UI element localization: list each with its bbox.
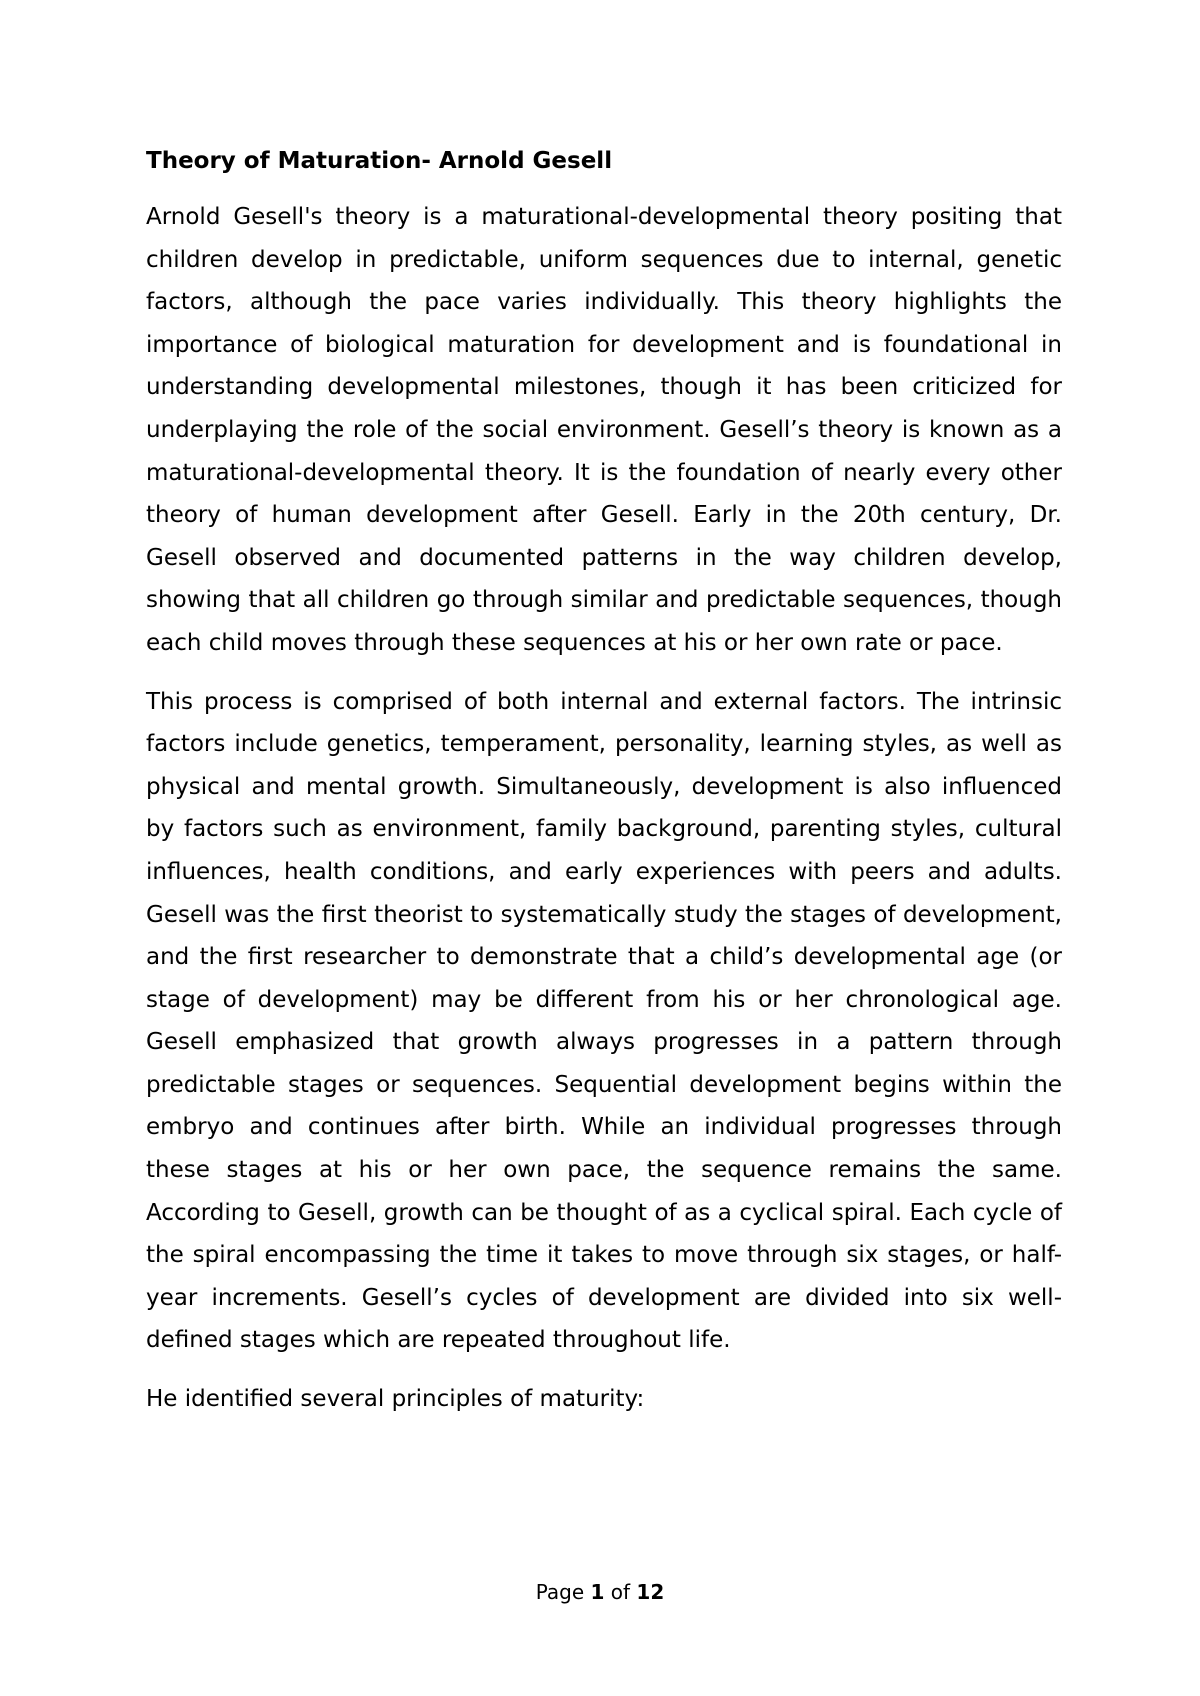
document-title: Theory of Maturation- Arnold Gesell [146,148,613,174]
current-page-number: 1 [590,1580,605,1604]
document-body [146,140,1062,1437]
paragraph-intro: Arnold Gesell's theory is a maturational-developmental theory positing that children develop in predictable, uniform sequences due to internal, genetic factors, although the pace varies individually. This theory highlights the importance of biological maturation for development and is foundational in understanding developmental milestones, though it has been criticized for underplaying the role of the social environment. Gesell’s theory is known as a maturational-developmental theory. It is the foundation of nearly every other theory of human development after Gesell. Early in the 20th century, Dr. Gesell observed and documented patterns in the way children develop, showing that all children go through similar and predictable sequences, though each child moves through these sequences at his or her own rate or pace. [146,204,1062,656]
paragraph-principles-intro: He identified several principles of maturity: [146,1386,645,1413]
paragraph-factors: This process is comprised of both internal and external factors. The intrinsic factors include genetics, temperament, personality, learning styles, as well as physical and mental growth. Simultaneously, development is also influenced by factors such as environment, family background, parenting styles, cultural influences, health conditions, and early experiences with peers and adults. Gesell was the first theorist to systematically study the stages of development, and the first researcher to demonstrate that a child’s developmental age (or stage of development) may be different from his or her chronological age. Gesell emphasized that growth always progresses in a pattern through predictable stages or sequences. Sequential development begins within the embryo and continues after birth. While an individual progresses through these stages at his or her own pace, the sequence remains the same. According to Gesell, growth can be thought of as a cyclical spiral. Each cycle of the spiral encompassing the time it takes to move through six stages, or half-year increments. Gesell’s cycles of development are divided into six well-defined stages which are repeated throughout life. [146,688,1062,1354]
total-pages-number: 12 [636,1580,665,1604]
page-word: Page [535,1580,585,1604]
of-word: of [610,1580,631,1604]
page-footer [0,1580,1200,1604]
